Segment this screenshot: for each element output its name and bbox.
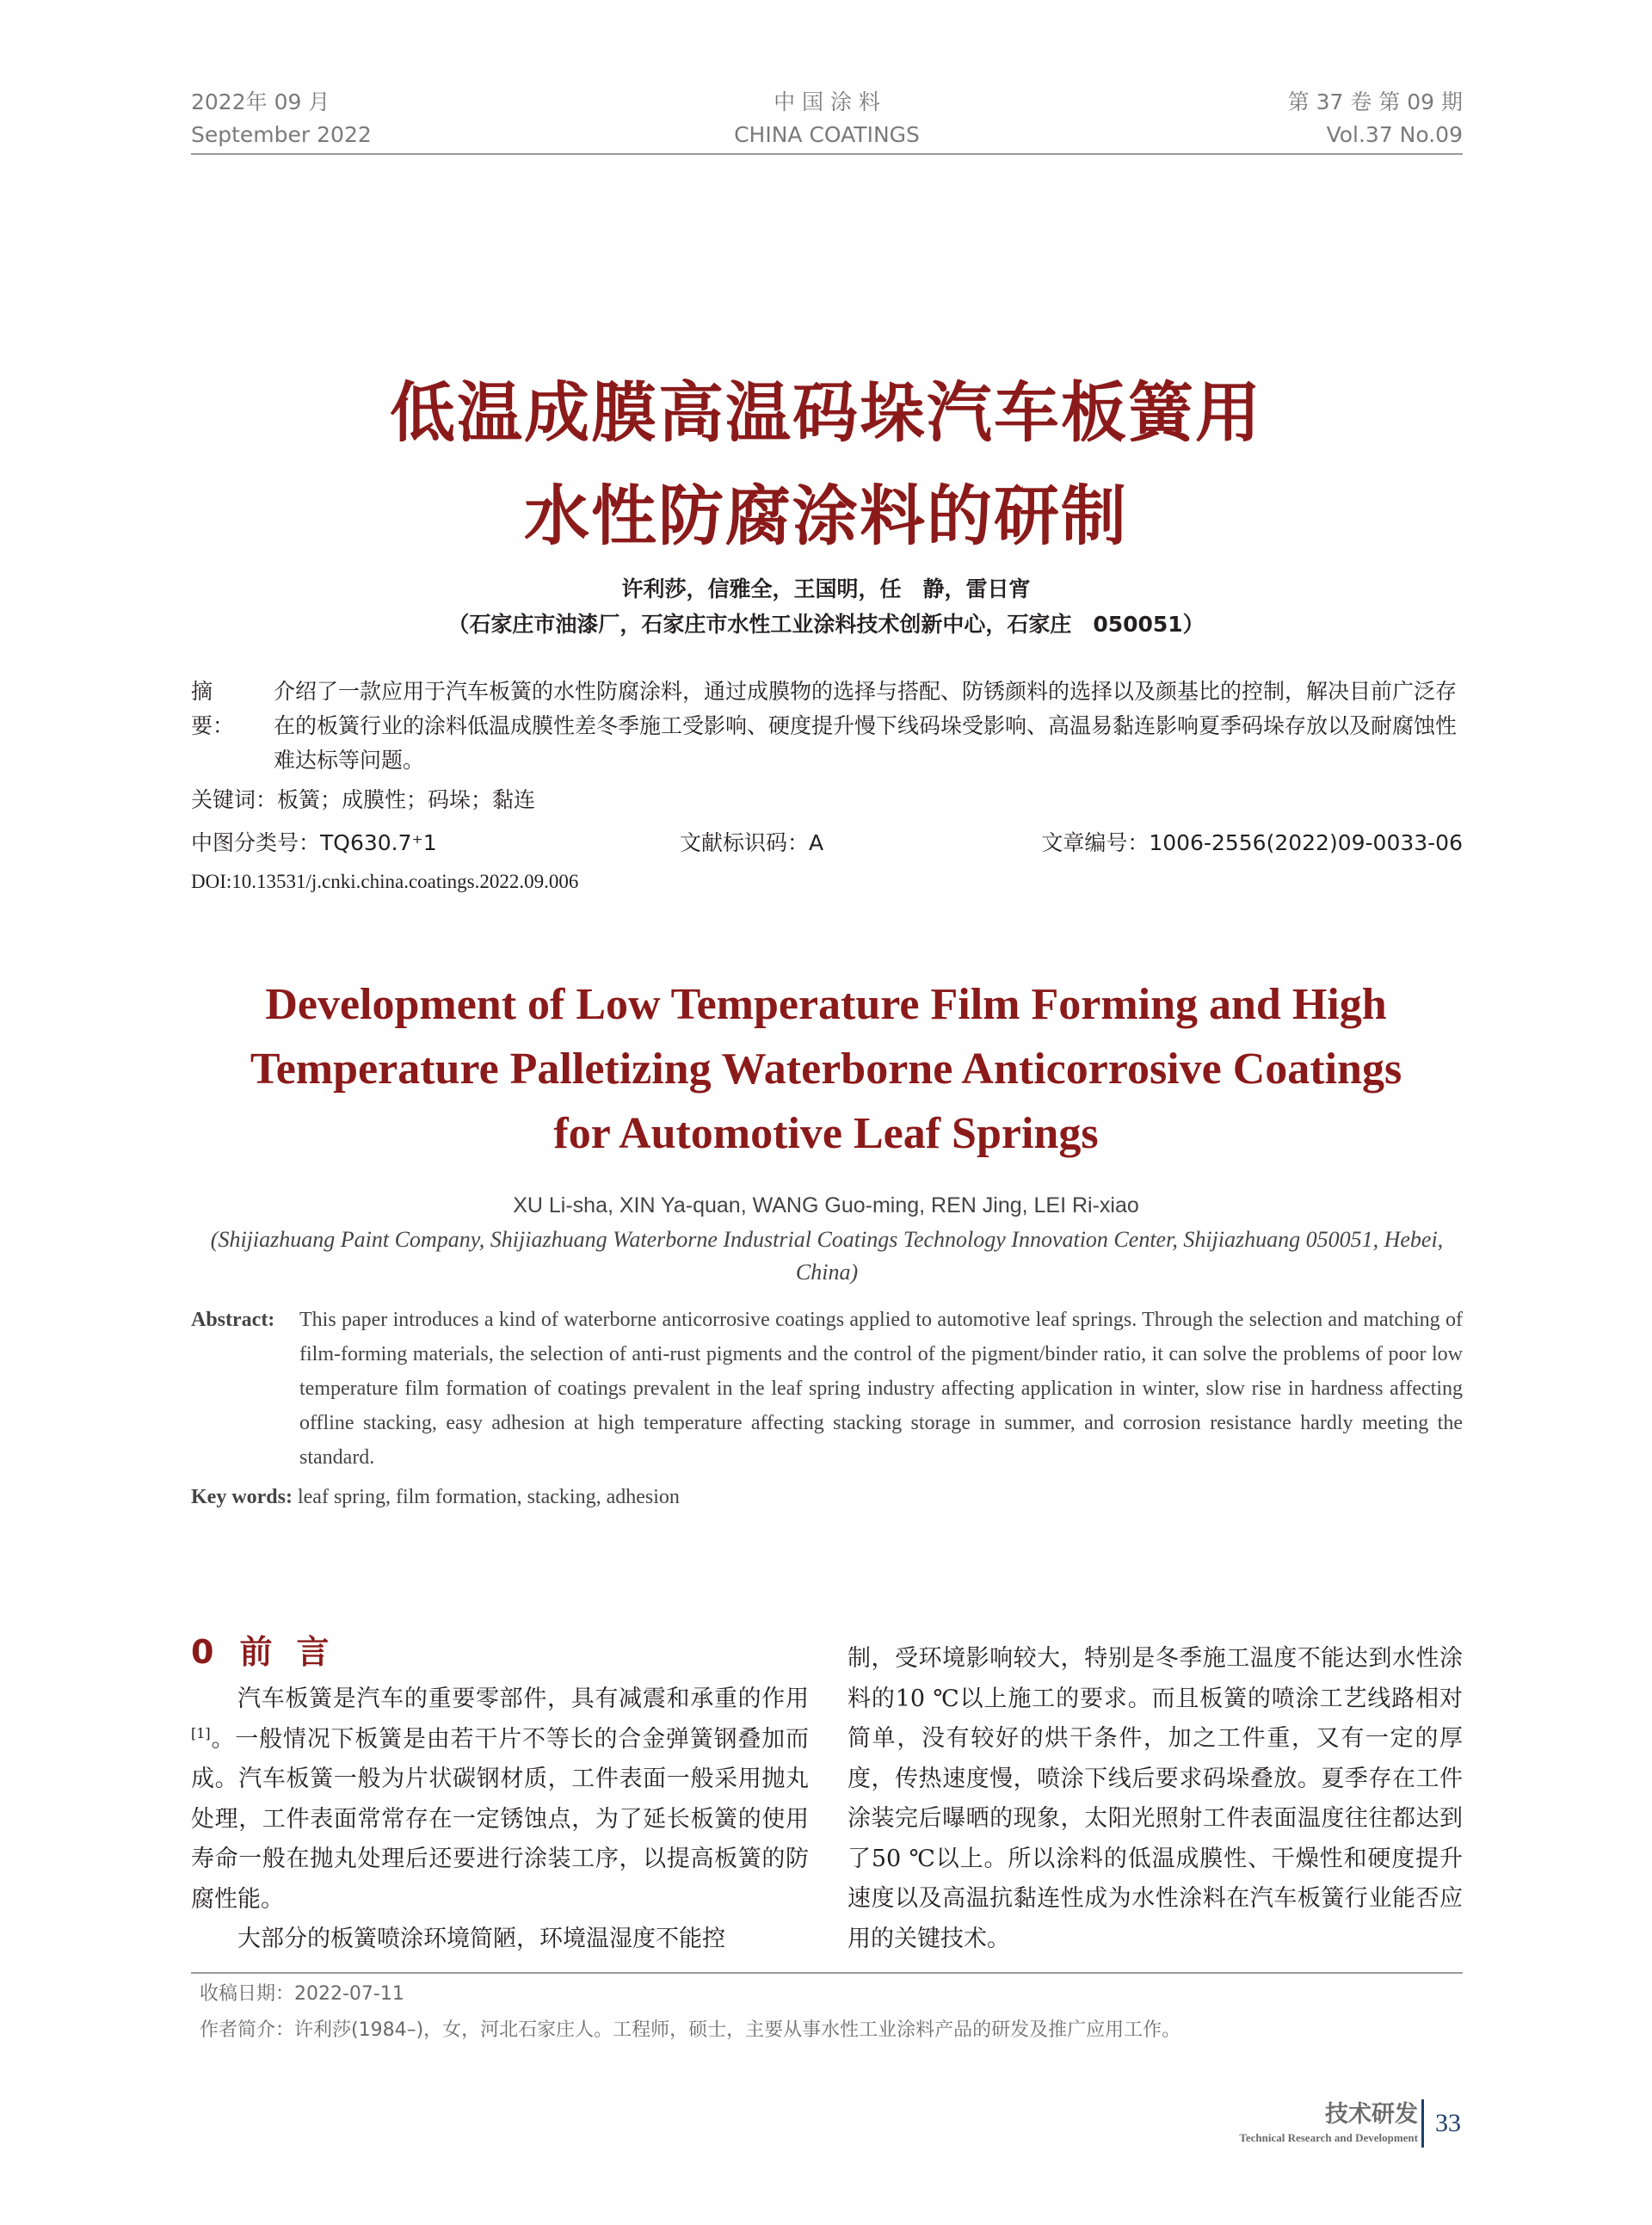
page-number-bar <box>1421 2099 1424 2148</box>
title-cn <box>0 361 1652 568</box>
header-journal <box>191 86 1463 151</box>
document-code: 文献标识码：A <box>680 830 824 855</box>
header-date-cn: 2022年 09 月 <box>191 89 330 114</box>
article-number: 文章编号：1006-2556(2022)09-0033-06 <box>1041 830 1463 855</box>
abstract-cn-label: 摘 要： <box>191 679 235 738</box>
title-en-line-3: for Automotive Leaf Springs <box>553 1109 1099 1158</box>
body-paragraph-2-start: 大部分的板簧喷涂环境简陋，环境温湿度不能控 <box>237 1926 725 1952</box>
abstract-en <box>191 1303 1463 1475</box>
section-heading <box>191 1630 353 1673</box>
received-date: 收稿日期：2022-07-11 <box>200 1983 404 2005</box>
abstract-en-text: This paper introduces a kind of waterborne anticorrosive coatings applied to automotive leaf springs. Through the selection and matching of film-forming materials, the selection of anti-rust pigments and the control of the pigment/binder ratio, it can solve the problems of poor low temperature film formation of coatings prevalent in the leaf spring industry affecting application in winter, slow rise in hardness affecting offline stacking, easy adhesion at high temperature affecting stacking storage in summer, and corrosion resistance hardly meeting the standard. <box>299 1309 1463 1469</box>
footer-column-en: Technical Research and Development <box>1239 2131 1418 2144</box>
header-journal-en: CHINA COATINGS <box>734 122 920 147</box>
footer-column <box>1239 2099 1418 2146</box>
doi: DOI:10.13531/j.cnki.china.coatings.2022.09.006 <box>191 871 579 892</box>
title-en-line-1: Development of Low Temperature Film Forming and High <box>265 980 1387 1029</box>
affiliation-cn: （石家庄市油漆厂，石家庄市水性工业涂料技术创新中心，石家庄 050051） <box>447 612 1205 637</box>
header-journal-cn: 中 国 涂 料 <box>774 89 880 114</box>
header-volume-cn: 第 37 卷 第 09 期 <box>1287 89 1463 114</box>
abstract-en-label: Abstract: <box>191 1309 275 1331</box>
clc-number: 中图分类号：TQ630.7⁺1 <box>191 830 437 855</box>
section-number: 0 <box>191 1633 214 1671</box>
title-cn-line-2: 水性防腐涂料的研制 <box>524 478 1128 554</box>
running-header <box>191 86 1463 155</box>
footer-column-cn: 技术研发 <box>1325 2101 1418 2128</box>
page-number: 33 <box>1435 2109 1461 2137</box>
authors-cn: 许利莎，信雅全，王国明，任 静，雷日宵 <box>621 576 1031 601</box>
abstract-cn <box>191 675 1463 778</box>
title-en <box>0 972 1652 1166</box>
abstract-cn-text: 介绍了一款应用于汽车板簧的水性防腐涂料，通过成膜物的选择与搭配、防锈颜料的选择以及颜基比的控制，解决目前广泛存在的板簧行业的涂料低温成膜性差冬季施工受影响、硬度提升慢下线码垛受影响、高温易黏连影响夏季码垛存放以及耐腐蚀性难达标等问题。 <box>274 679 1458 773</box>
keywords-en-label: Key words: <box>191 1486 293 1508</box>
header-date-en: September 2022 <box>191 122 372 147</box>
header-volume <box>1288 86 1463 151</box>
classification-row <box>191 826 1463 860</box>
body-paragraph-2-cont: 制，受环境影响较大，特别是冬季施工温度不能达到水性涂料的10 ℃以上施工的要求。而且板簧的喷涂工艺线路相对简单，没有较好的烘干条件，加之工件重，又有一定的厚度，传热速度慢，喷涂下线后要求码垛叠放。夏季存在工件涂装完后曝晒的现象，太阳光照射工件表面温度往往都达到了50 ℃以上。所以涂料的低温成膜性、干燥性和硬度提升速度以及高温抗黏连性成为水性涂料在汽车板簧行业能否应用的关键技术。 <box>848 1645 1463 1952</box>
body-paragraph-1-a: 汽车板簧是汽车的重要零部件，具有减震和承重的作用 <box>237 1686 809 1712</box>
header-volume-en: Vol.37 No.09 <box>1326 122 1463 147</box>
keywords-cn: 关键词：板簧；成膜性；码垛；黏连 <box>191 787 536 812</box>
keywords-en <box>191 1480 680 1514</box>
header-divider <box>191 153 1463 155</box>
footnote-divider <box>191 1972 1463 1974</box>
authors-en: XU Li-sha, XIN Ya-quan, WANG Guo-ming, REN Jing, LEI Ri-xiao <box>513 1193 1139 1217</box>
citation-ref: [1] <box>191 1724 211 1741</box>
affiliation-en: (Shijiazhuang Paint Company, Shijiazhuang Waterborne Industrial Coatings Technology Innovation Center, Shijiazhuang 050051, Hebei, China) <box>210 1227 1444 1285</box>
title-cn-line-1: 低温成膜高温码垛汽车板簧用 <box>390 374 1262 451</box>
body-paragraph-1 <box>191 1680 809 1920</box>
title-en-line-2: Temperature Palletizing Waterborne Anticorrosive Coatings <box>250 1045 1402 1094</box>
body-column-right <box>848 1639 1463 1959</box>
author-bio: 作者简介：许利莎(1984–)，女，河北石家庄人。工程师，硕士，主要从事水性工业涂料产品的研发及推广应用工作。 <box>200 2019 1181 2041</box>
section-title: 前言 <box>239 1633 354 1671</box>
body-paragraph-1-b: 。一般情况下板簧是由若干片不等长的合金弹簧钢叠加而成。汽车板簧一般为片状碳钢材质，工件表面一般采用抛丸处理，工件表面常常存在一定锈蚀点，为了延长板簧的使用寿命一般在抛丸处理后还要进行涂装工序，以提高板簧的防腐性能。 <box>191 1725 809 1913</box>
keywords-en-text: leaf spring, film formation, stacking, adhesion <box>292 1486 680 1508</box>
body-column-left <box>191 1680 809 1960</box>
